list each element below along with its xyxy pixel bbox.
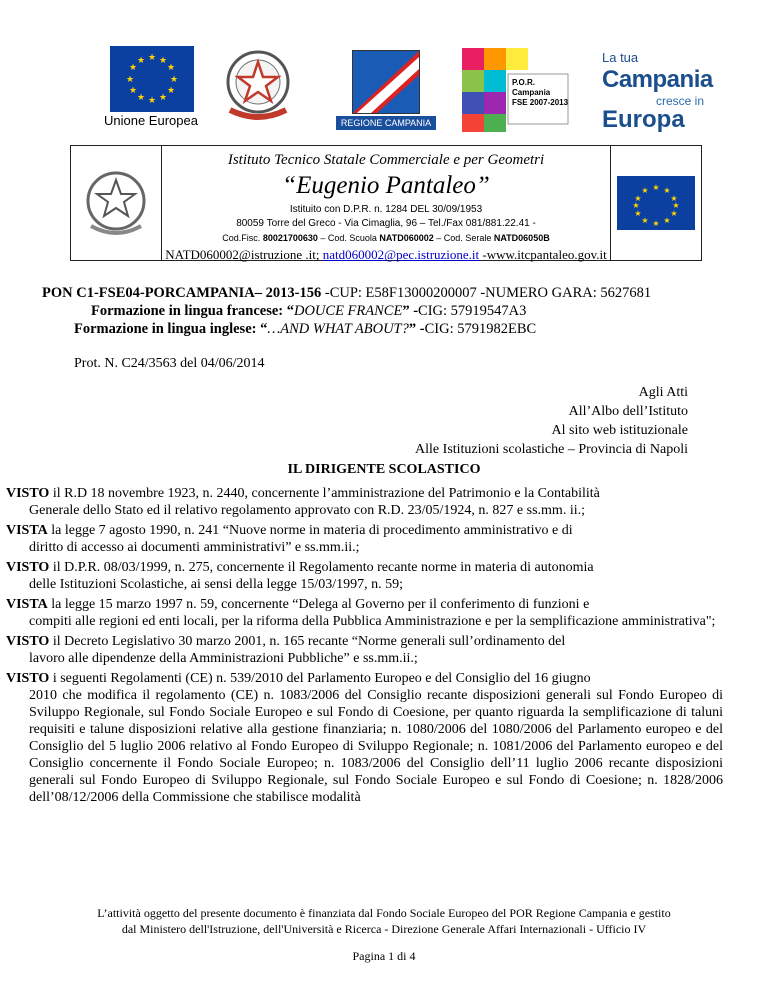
founding-decree: Istituito con D.P.R. n. 1284 DEL 30/09/1953 xyxy=(289,204,483,215)
school-info xyxy=(162,146,610,260)
svg-text:★: ★ xyxy=(125,75,135,85)
svg-text:★: ★ xyxy=(147,53,157,63)
tua-line-3: cresce in xyxy=(656,94,705,108)
svg-text:★: ★ xyxy=(166,63,176,73)
svg-text:★: ★ xyxy=(652,183,660,192)
school-address: 80059 Torre del Greco - Via Cimaglia, 96 – Tel./Fax 081/881.22.41 - xyxy=(236,218,536,229)
regione-campania-logo xyxy=(336,50,436,130)
svg-text:★: ★ xyxy=(641,186,649,195)
svg-text:★: ★ xyxy=(641,216,649,225)
por-text-3: FSE 2007-2013 xyxy=(512,98,569,107)
svg-text:★: ★ xyxy=(634,209,642,218)
por-text-2: Campania xyxy=(512,88,551,97)
svg-text:★: ★ xyxy=(147,96,157,106)
consideration-paragraph: VISTA la legge 15 marzo 1997 n. 59, concernente “Delega al Governo per il conferimento di funzioni e compiti alle regioni ed enti locali, per la riforma della Pubblica Amministrazione e per la semplificazione amministrativa"; xyxy=(6,597,716,629)
tua-line-2: Campania xyxy=(602,66,713,93)
considerations xyxy=(6,485,723,806)
protocol-number: Prot. N. C24/3563 del 04/06/2014 xyxy=(74,356,265,371)
svg-text:★: ★ xyxy=(632,201,640,210)
svg-text:★: ★ xyxy=(652,219,660,228)
svg-text:★: ★ xyxy=(136,56,146,66)
eu-caption: Unione Europea xyxy=(104,113,198,128)
consideration-paragraph: VISTA la legge 7 agosto 1990, n. 241 “Nuove norme in materia di procedimento amministrativo e di diritto di accesso ai documenti amministrativi” e ss.mm.ii.; xyxy=(6,523,573,555)
website-text: -www.itcpantaleo.gov.it xyxy=(479,247,607,262)
footer-funding-line-2: dal Ministero dell'Istruzione, dell'Università e Ricerca - Direzione Generale Affari Internazionali - Ufficio IV xyxy=(121,922,647,936)
consideration-paragraph: VISTO i seguenti Regolamenti (CE) n. 539/2010 del Parlamento Europeo e del Consiglio del 16 giugno 2010 che modifica il regolamento (CE) n. 1083/2006 del Consiglio recante disposizioni generali sul Fondo Europeo di Sviluppo Regionale, sul Fondo Sociale Europeo e sul Fondo di Coesione, per quanto riguarda la semplificazione di taluni requisiti e talune disposizioni relative alla gestione finanziaria; n. 1080/2006 del 1080/2006 del Parlamento europeo e del Consiglio del 5 luglio 2006 relativo al Fondo Europeo di Sviluppo Regionale; n. 1081/2006 del Parlamento europeo e del Consiglio concernente il Fondo Sociale Europeo; n. 1083/2006 del Consiglio dell’11 luglio 2006 recante disposizioni generali sul Fondo Europeo di Sviluppo Regionale, sul Fondo Sociale Europeo e sul Fondo di Coesione; n. 1828/2006 dell’08/12/2006 della Commissione che stabilisce modalità xyxy=(6,671,723,805)
svg-text:★: ★ xyxy=(158,93,168,103)
project-line-3: Formazione in lingua inglese: “…AND WHAT ABOUT?” -CIG: 5791982EBC xyxy=(74,321,537,337)
school-name: “Eugenio Pantaleo” xyxy=(282,172,490,199)
footer-funding-line-1: L’attività oggetto del presente documento è finanziata dal Fondo Sociale Europeo del POR Regione Campania e gestito xyxy=(97,906,671,920)
la-tua-campania-logo xyxy=(598,50,728,132)
svg-text:★: ★ xyxy=(670,194,678,203)
consideration-paragraph: VISTO il D.P.R. 08/03/1999, n. 275, concernente il Regolamento recante norme in materia di autonomia delle Istituzioni Scolastiche, ai sensi della legge 15/03/1997, n. 59; xyxy=(6,560,594,592)
svg-text:★: ★ xyxy=(670,209,678,218)
tua-line-4: Europa xyxy=(602,106,685,133)
eu-flag-logo xyxy=(110,46,194,112)
consideration-paragraph: VISTO il Decreto Legislativo 30 marzo 2001, n. 165 recante “Norme generali sull’ordinamento del lavoro alle dipendenze della Amministrazioni Pubbliche” e ss.mm.ii.; xyxy=(6,634,566,666)
svg-text:★: ★ xyxy=(166,86,176,96)
por-text-1: P.O.R. xyxy=(512,78,535,87)
por-fse-logo xyxy=(462,48,570,132)
email-text: NATD060002@istruzione .it; xyxy=(165,247,320,262)
svg-text:★: ★ xyxy=(128,63,138,73)
svg-text:★: ★ xyxy=(672,201,680,210)
document-title: IL DIRIGENTE SCOLASTICO xyxy=(287,462,481,477)
project-line-1: PON C1-FSE04-PORCAMPANIA– 2013-156 -CUP: E58F13000200007 -NUMERO GARA: 5627681 xyxy=(42,285,652,301)
svg-text:★: ★ xyxy=(634,194,642,203)
svg-text:★: ★ xyxy=(663,216,671,225)
svg-text:★: ★ xyxy=(169,75,179,85)
project-line-2: Formazione in lingua francese: “DOUCE FRANCE” -CIG: 57919547A3 xyxy=(91,303,527,319)
page-number: Pagina 1 di 4 xyxy=(352,949,416,963)
eu-flag-small-icon xyxy=(610,146,701,260)
school-type: Istituto Tecnico Statale Commerciale e per Geometri xyxy=(227,152,545,168)
school-header-box xyxy=(70,145,702,261)
svg-text:★: ★ xyxy=(136,93,146,103)
recipient: All’Albo dell’Istituto xyxy=(568,404,688,419)
recipient: Alle Istituzioni scolastiche – Provincia di Napoli xyxy=(415,442,688,457)
school-emblem-icon xyxy=(71,146,162,260)
recipient: Al sito web istituzionale xyxy=(551,423,688,438)
pec-email-link[interactable]: natd060002@pec.istruzione.it xyxy=(322,247,480,262)
consideration-paragraph: VISTO il R.D 18 novembre 1923, n. 2440, concernente l’amministrazione del Patrimonio e la Contabilità Generale dello Stato ed il relativo regolamento approvato con R.D. 23/05/1924, n. 827 e ss.mm. ii.; xyxy=(6,486,600,518)
svg-text:★: ★ xyxy=(158,56,168,66)
school-codes: Cod.Fisc. 80021700630 – Cod. Scuola NATD060002 – Cod. Serale NATD06050B xyxy=(222,233,550,243)
tua-line-1: La tua xyxy=(602,50,639,65)
italian-emblem-logo xyxy=(222,46,294,126)
recipient: Agli Atti xyxy=(638,385,688,400)
school-contacts xyxy=(122,247,650,263)
svg-text:★: ★ xyxy=(663,186,671,195)
recipients-list xyxy=(288,383,688,459)
svg-text:★: ★ xyxy=(128,86,138,96)
campania-caption: REGIONE CAMPANIA xyxy=(336,116,436,130)
